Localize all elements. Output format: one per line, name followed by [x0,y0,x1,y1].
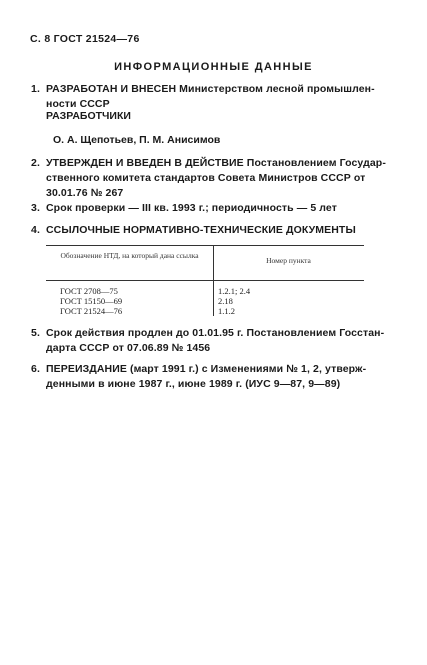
page-title: ИНФОРМАЦИОННЫЕ ДАННЫЕ [114,61,313,73]
row-clause: 1.2.1; 2.4 [218,286,251,296]
table-header-rule [46,280,364,281]
info-item-2 [31,156,401,201]
item-text-line: РАЗРАБОТАН И ВНЕСЕН Министерством лесной промышлен- [46,83,375,95]
item-number: 5. [31,327,40,339]
item-text-line: ственного комитета стандартов Совета Министров СССР от [46,172,366,184]
item-number: 4. [31,224,40,236]
column-header-clause: Номер пункта [266,256,311,265]
info-item-4 [31,223,401,238]
row-document: ГОСТ 2708—75 [60,286,118,296]
item-text-line: денными в июне 1987 г., июне 1989 г. (ИУС 9—87, 9—89) [46,378,341,390]
item-text-line: ССЫЛОЧНЫЕ НОРМАТИВНО-ТЕХНИЧЕСКИЕ ДОКУМЕНТЫ [46,224,356,236]
table-row [46,296,364,306]
item-number: 3. [31,202,40,214]
item-text-line: ности СССР [46,98,110,110]
table-row [46,286,364,296]
running-head: С. 8 ГОСТ 21524—76 [30,33,140,45]
item-number: 2. [31,157,40,169]
table-row [46,306,364,316]
item-text-line: УТВЕРЖДЕН И ВВЕДЕН В ДЕЙСТВИЕ Постановлением Государ- [46,157,386,169]
developers-names: О. А. Щепотьев, П. М. Анисимов [53,134,221,146]
item-text-line: Срок действия продлен до 01.01.95 г. Постановлением Госстан- [46,327,385,339]
row-document: ГОСТ 15150—69 [60,296,123,306]
row-clause: 2.18 [218,296,233,306]
item-text-line: ПЕРЕИЗДАНИЕ (март 1991 г.) с Изменениями № 1, 2, утверж- [46,363,367,375]
item-text-line: 30.01.76 № 267 [46,187,124,199]
row-document: ГОСТ 21524—76 [60,306,123,316]
info-item-1 [31,82,401,112]
item-text-line: Срок проверки — III кв. 1993 г.; периодичность — 5 лет [46,202,337,214]
developers-heading: РАЗРАБОТЧИКИ [46,110,131,122]
info-item-6 [31,362,401,392]
table-body [46,286,364,316]
item-text-line: дарта СССР от 07.06.89 № 1456 [46,342,211,354]
column-header-document: Обозначение НТД, на который дана ссылка [60,251,199,260]
item-number: 6. [31,363,40,375]
item-number: 1. [31,83,40,95]
references-table [46,245,364,316]
info-item-3 [31,201,401,216]
row-clause: 1.1.2 [218,306,235,316]
table-top-rule [46,245,364,246]
info-item-5 [31,326,401,356]
